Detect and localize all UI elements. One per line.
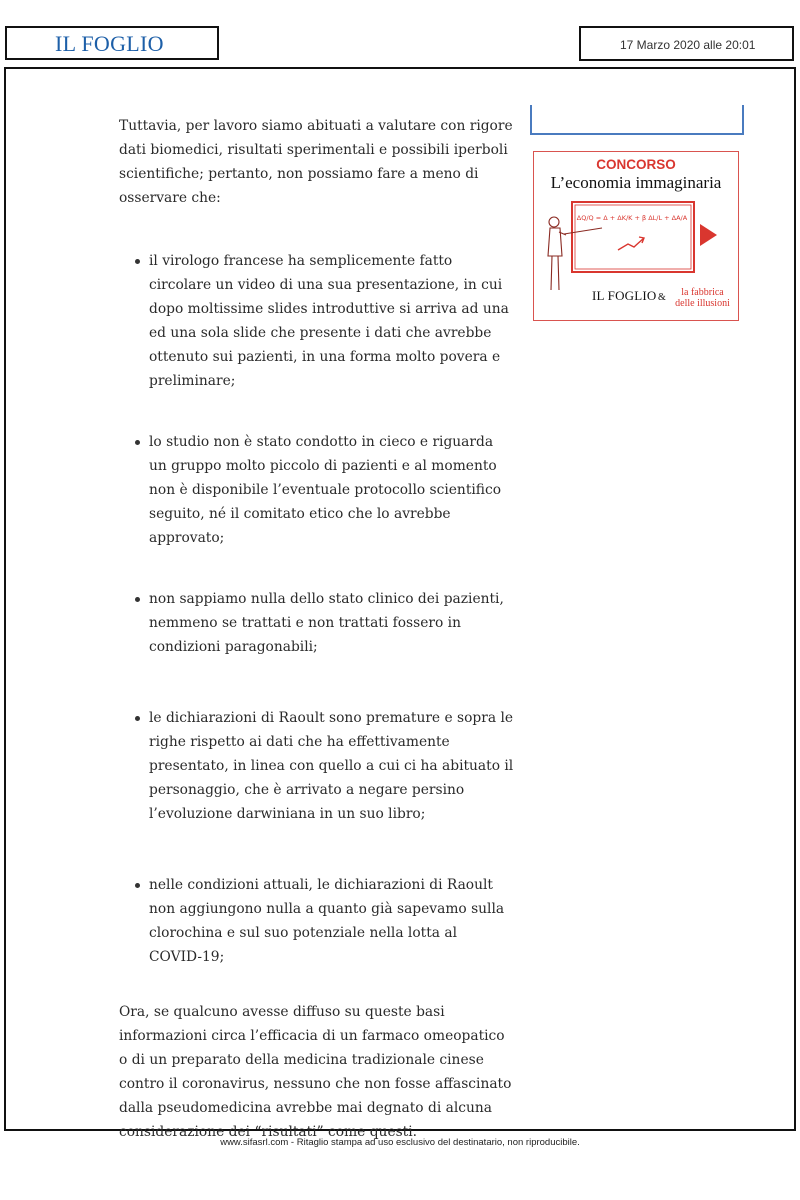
teacher-head: [549, 217, 559, 227]
partner-line-2: delle illusioni: [675, 298, 730, 309]
banner-title: CONCORSO: [596, 157, 676, 172]
bullet-dot: [135, 716, 140, 721]
play-icon[interactable]: [700, 224, 717, 246]
list-item: [119, 430, 514, 550]
masthead-logo: IL FOGLIO: [55, 31, 164, 56]
sidebar-widget-frame: [530, 105, 744, 135]
list-item-text: il virologo francese ha semplicemente fatto circolare un video di una sua presentazione, in cui dopo moltissime slides introduttive si arriva ad una ed una sola slide che presente i dati che avrebbe ottenuto sui pazienti, in una forma molto povera e preliminare;: [149, 253, 509, 389]
footer-disclaimer: www.sifasrl.com - Ritaglio stampa ad uso esclusivo del destinatario, non riproducibile.: [220, 1137, 580, 1148]
banner-partner: [665, 287, 740, 309]
teacher-leg-right: [558, 256, 559, 290]
list-item: [119, 706, 514, 826]
list-item-text: nelle condizioni attuali, le dichiarazioni di Raoult non aggiungono nulla a quanto già sapevamo sulla clorochina e sul suo potenziale nella lotta al COVID-19;: [149, 877, 505, 965]
bullet-dot: [135, 259, 140, 264]
banner-ampersand: &: [658, 292, 666, 303]
contest-banner[interactable]: [533, 151, 739, 321]
growth-line: [618, 238, 644, 250]
bullet-list: [119, 249, 514, 969]
list-item-text: non sappiamo nulla dello stato clinico dei pazienti, nemmeno se trattati e non trattati fossero in condizioni paragonabili;: [149, 591, 504, 655]
banner-subtitle: L’economia immaginaria: [550, 173, 722, 192]
blackboard-formula: ΔQ/Q = Δ + ΔK/K + β ΔL/L + ΔA/A: [576, 214, 688, 222]
list-item: [119, 873, 514, 969]
bullet-dot: [135, 883, 140, 888]
banner-brand: IL FOGLIO: [592, 288, 657, 303]
list-item-text: lo studio non è stato condotto in cieco e riguarda un gruppo molto piccolo di pazienti e al momento non è disponibile l’eventuale protocollo scientifico seguito, né il comitato etico che lo avrebbe approvato;: [149, 434, 502, 546]
pointer-stick: [564, 228, 602, 234]
teacher-leg-left: [551, 256, 552, 290]
publication-date: 17 Marzo 2020 alle 20:01: [620, 38, 756, 52]
article-closing: Ora, se qualcuno avesse diffuso su queste basi informazioni circa l’efficacia di un farmaco omeopatico o di un preparato della medicina tradizionale cinese contro il coronavirus, nessuno che non fosse affascinato dalla pseudomedicina avrebbe mai degnato di alcuna considerazione dei “risultati” come questi.: [119, 1004, 512, 1140]
bullet-dot: [135, 597, 140, 602]
article-intro: Tuttavia, per lavoro siamo abituati a valutare con rigore dati biomedici, risultati sperimentali e possibili iperboli scientifiche; pertanto, non possiamo fare a meno di osservare che:: [119, 118, 513, 206]
partner-line-1: la fabbrica: [681, 287, 724, 298]
bullet-dot: [135, 440, 140, 445]
blackboard-outline: [572, 202, 694, 272]
list-item-text: le dichiarazioni di Raoult sono premature e sopra le righe rispetto ai dati che ha effettivamente presentato, in linea con quello a cui ci ha abituato il personaggio, che è arrivato a negare persino l’evoluzione darwiniana in un suo libro;: [149, 710, 514, 822]
list-item: [119, 249, 514, 393]
article-body: [119, 114, 514, 1144]
list-item: [119, 587, 514, 659]
